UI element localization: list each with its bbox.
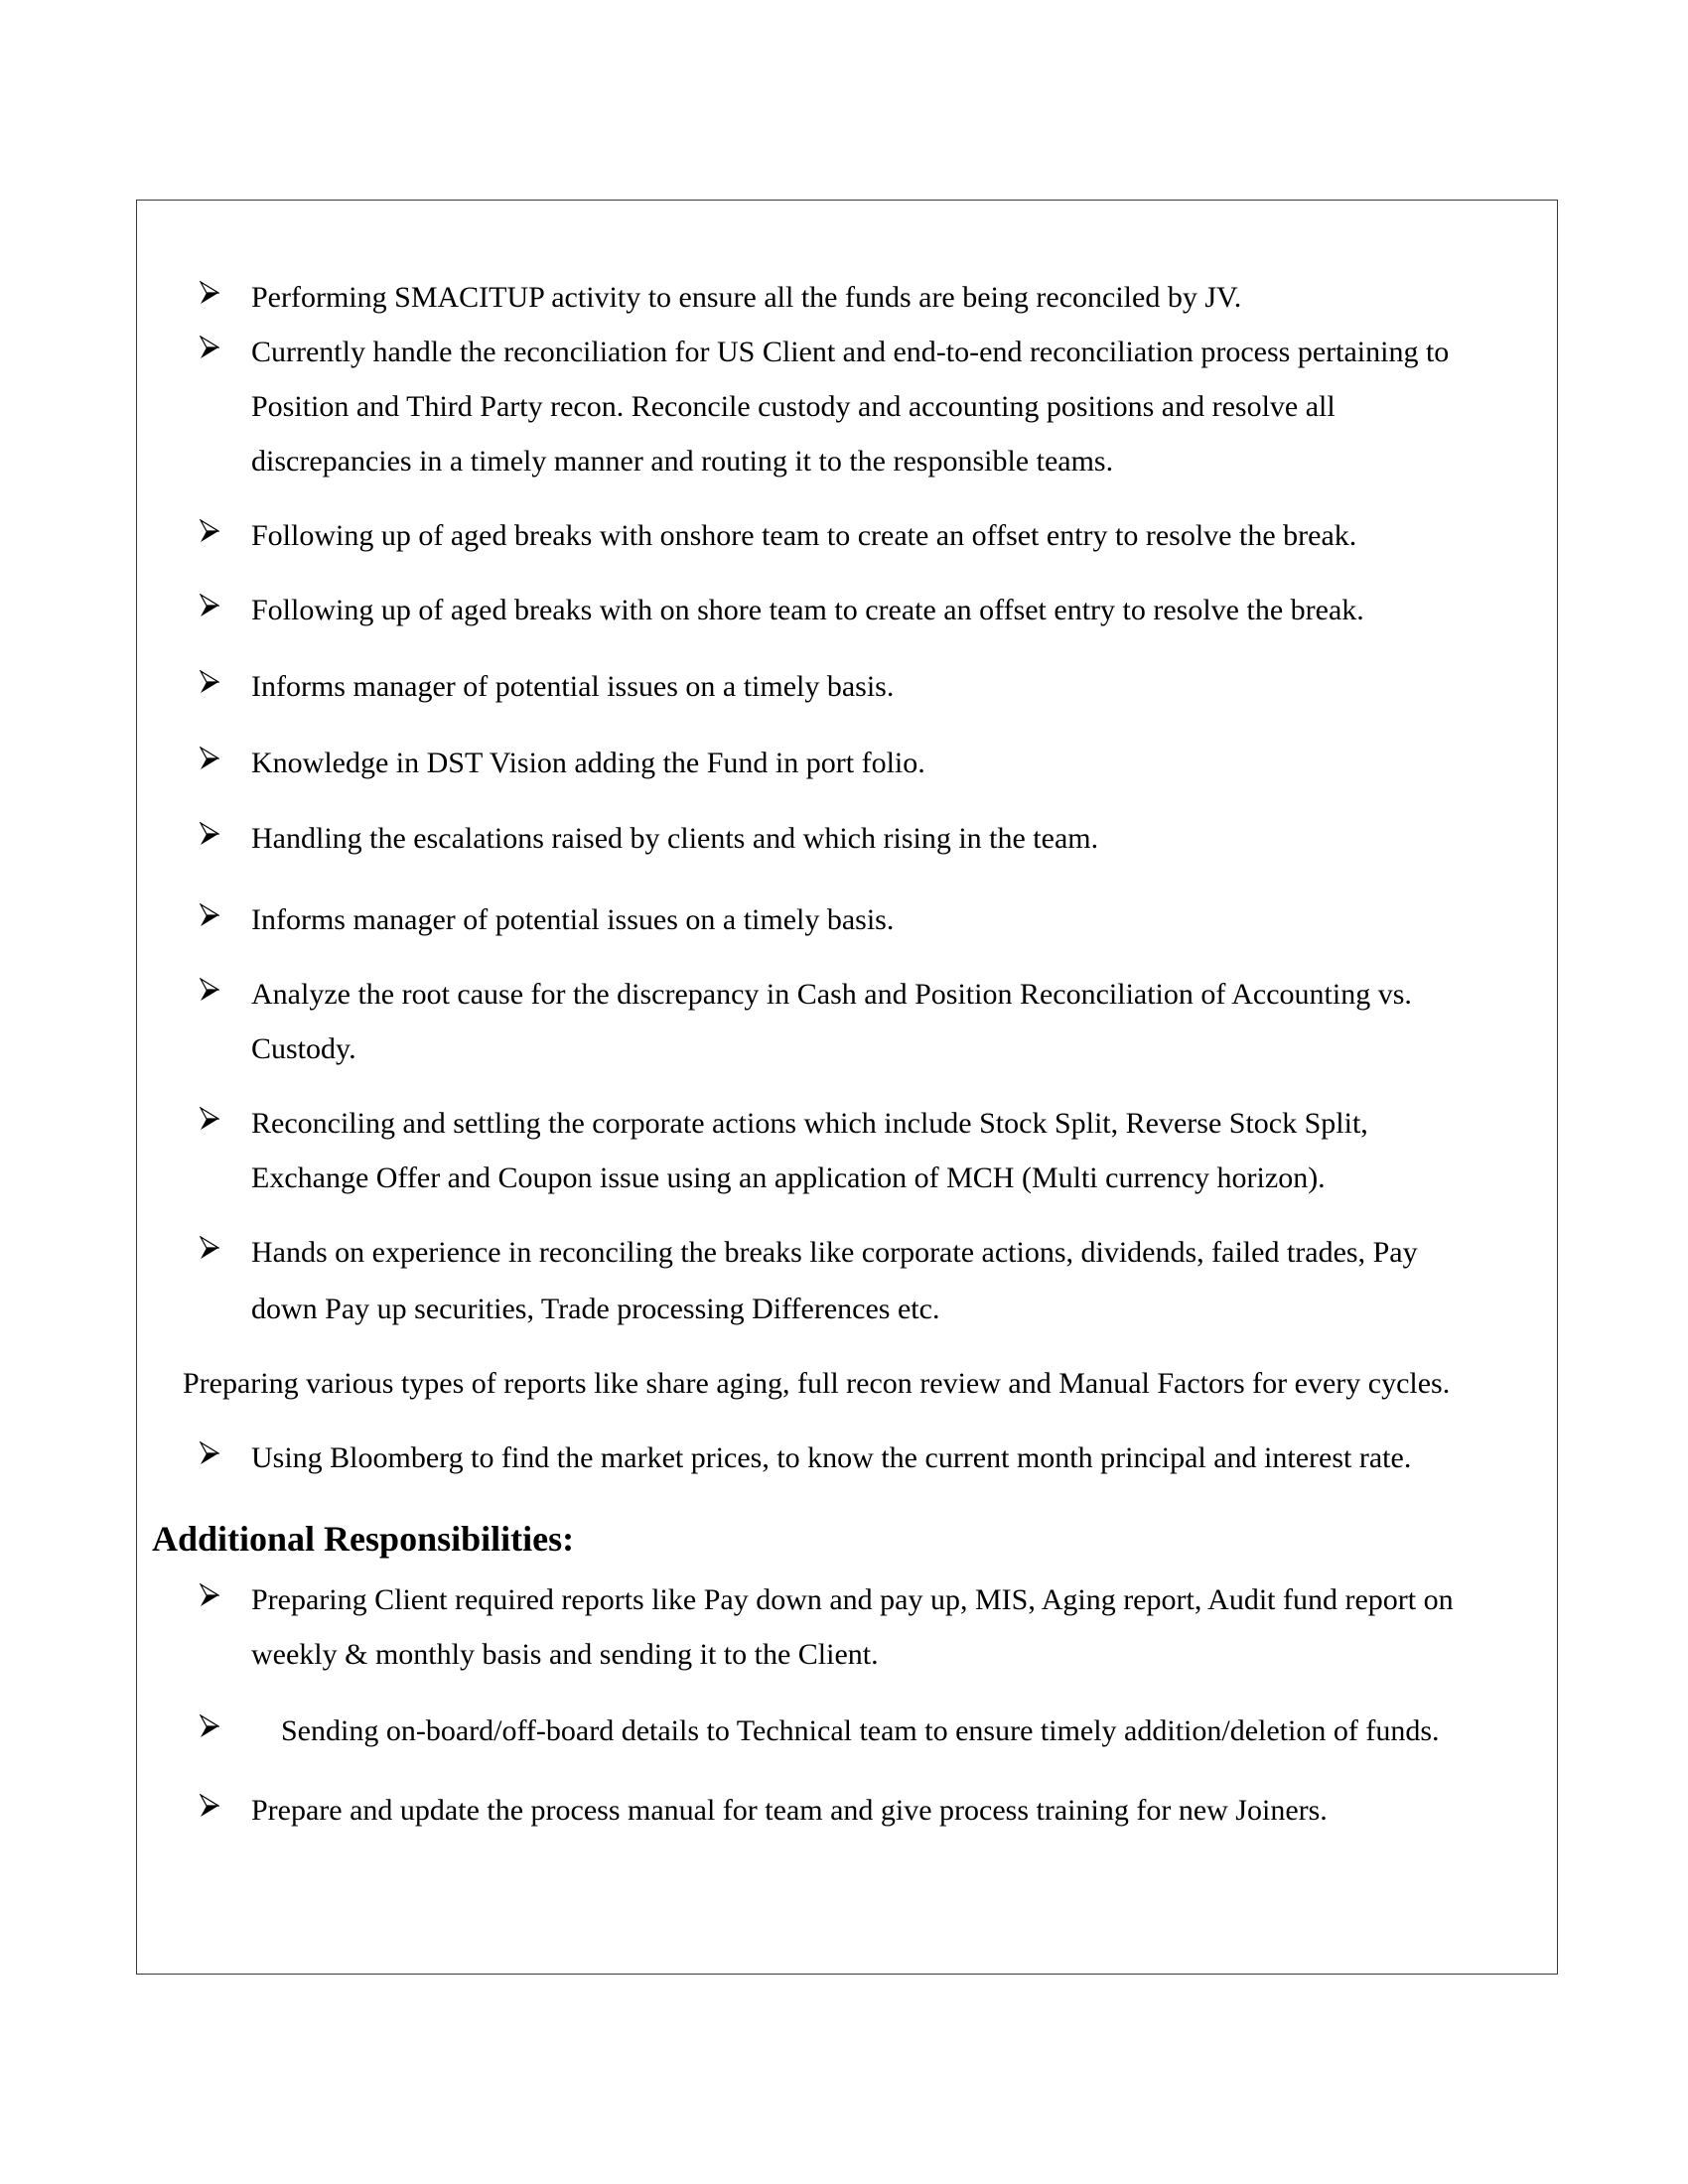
arrowhead-bullet-icon — [200, 822, 219, 846]
bullet-text: Following up of aged breaks with on shore team to create an offset entry to resolve the break. — [251, 594, 1364, 626]
arrowhead-bullet-icon — [200, 1107, 219, 1131]
bullet-text: Currently handle the reconciliation for US Client and end-to-end reconciliation process pertaining to — [251, 336, 1450, 368]
arrowhead-bullet-icon — [200, 1236, 219, 1260]
arrowhead-bullet-icon — [200, 670, 219, 694]
bullet-text: Preparing Client required reports like Pay down and pay up, MIS, Aging report, Audit fund report on — [251, 1583, 1454, 1616]
bullet-text: Sending on-board/off-board details to Technical team to ensure timely addition/deletion of funds. — [281, 1714, 1440, 1747]
bullet-text: Using Bloomberg to find the market prices, to know the current month principal and interest rate. — [251, 1441, 1412, 1474]
bullet-text: Informs manager of potential issues on a timely basis. — [251, 903, 895, 936]
plain-paragraph: Preparing various types of reports like share aging, full recon review and Manual Factors for every cycles. — [183, 1367, 1451, 1400]
arrowhead-bullet-icon — [200, 336, 219, 359]
arrowhead-bullet-icon — [200, 594, 219, 617]
bullet-text: Prepare and update the process manual for team and give process training for new Joiners. — [251, 1794, 1328, 1827]
arrowhead-bullet-icon — [200, 978, 219, 1002]
arrowhead-bullet-icon — [200, 281, 219, 305]
bullet-text-continued: down Pay up securities, Trade processing Differences etc. — [251, 1293, 940, 1325]
arrowhead-bullet-icon — [200, 903, 219, 927]
bullet-text-continued: weekly & monthly basis and sending it to the Client. — [251, 1638, 879, 1671]
bullet-text: Analyze the root cause for the discrepancy in Cash and Position Reconciliation of Accounting vs. — [251, 978, 1412, 1011]
bullet-text-continued: Exchange Offer and Coupon issue using an application of MCH (Multi currency horizon). — [251, 1161, 1326, 1194]
arrowhead-bullet-icon — [200, 1583, 219, 1607]
bullet-text: Reconciling and settling the corporate actions which include Stock Split, Reverse Stock Split, — [251, 1107, 1368, 1140]
bullet-text: Hands on experience in reconciling the breaks like corporate actions, dividends, failed trades, Pay — [251, 1236, 1418, 1269]
arrowhead-bullet-icon — [200, 519, 219, 543]
bullet-text: Performing SMACITUP activity to ensure all the funds are being reconciled by JV. — [251, 281, 1242, 314]
bullet-text-continued: discrepancies in a timely manner and routing it to the responsible teams. — [251, 445, 1114, 478]
bullet-text: Following up of aged breaks with onshore team to create an offset entry to resolve the break. — [251, 519, 1357, 552]
arrowhead-bullet-icon — [200, 1794, 219, 1818]
bullet-text: Knowledge in DST Vision adding the Fund in port folio. — [251, 747, 925, 779]
section-heading: Additional Responsibilities: — [152, 1519, 575, 1559]
bullet-text-continued: Position and Third Party recon. Reconcile custody and accounting positions and resolve all — [251, 390, 1336, 423]
arrowhead-bullet-icon — [200, 1714, 219, 1738]
arrowhead-bullet-icon — [200, 747, 219, 770]
arrowhead-bullet-icon — [200, 1441, 219, 1465]
bullet-text-continued: Custody. — [251, 1032, 356, 1065]
bullet-text: Informs manager of potential issues on a timely basis. — [251, 670, 895, 703]
bullet-text: Handling the escalations raised by clients and which rising in the team. — [251, 822, 1099, 855]
